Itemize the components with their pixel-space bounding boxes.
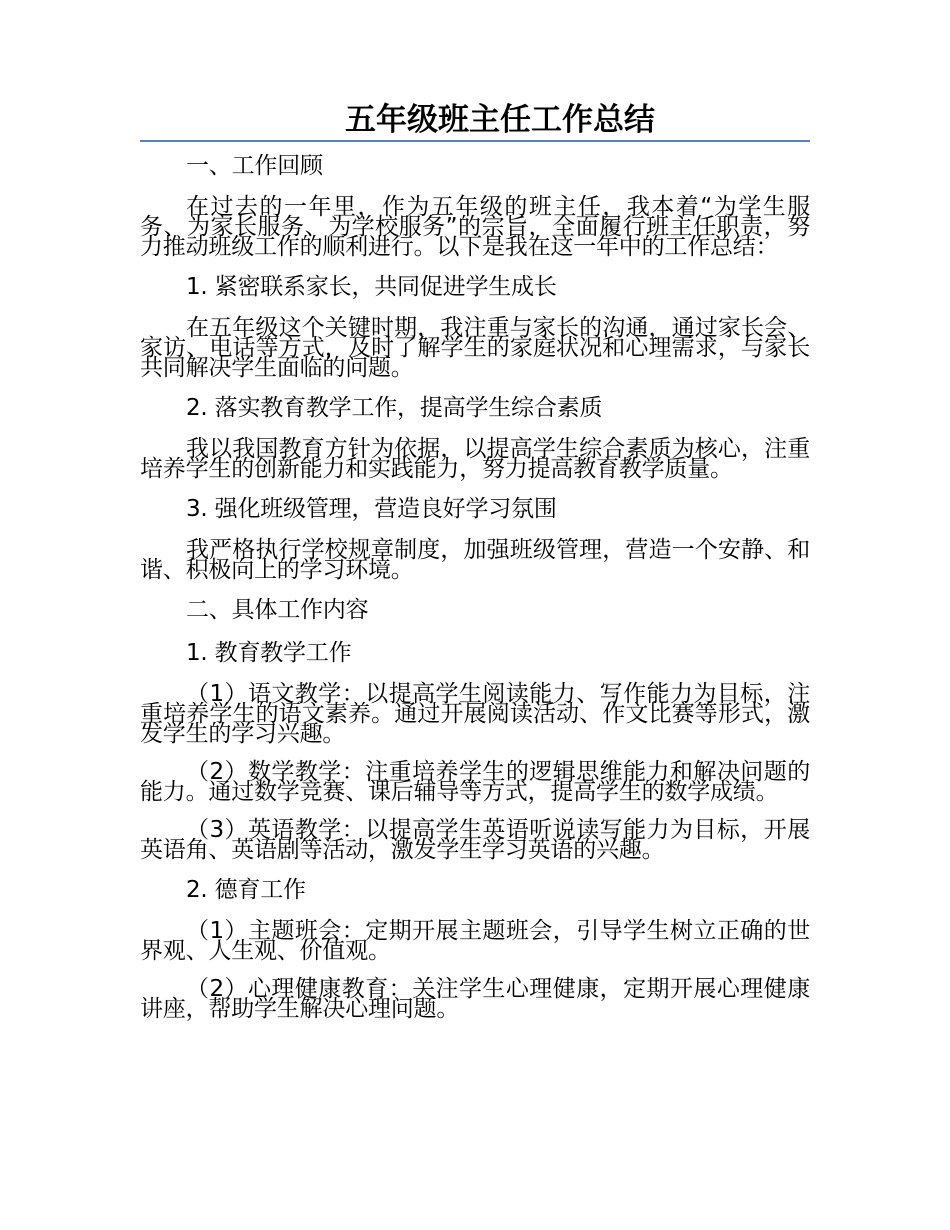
subsection-heading: 1. 教育教学工作 [186,640,352,666]
title-underline [140,140,810,142]
body-paragraph: （1）主题班会：定期开展主题班会，引导学生树立正确的世界观、人生观、价值观。 [140,918,810,964]
document-body [140,153,810,1022]
document-page [140,100,810,1037]
body-paragraph: 在过去的一年里，作为五年级的班主任，我本着“为学生服务、为家长服务、为学校服务”的宗旨，全面履行班主任职责，努力推动班级工作的顺利进行。以下是我在这一年中的工作总结： [140,194,810,260]
section-heading: 一、工作回顾 [186,153,323,179]
subsection-heading: 2. 德育工作 [186,877,306,903]
document-title: 五年级班主任工作总结 [345,102,655,138]
body-paragraph: （2）数学教学：注重培养学生的逻辑思维能力和解决问题的能力。通过数学竞赛、课后辅导等方式，提高学生的数学成绩。 [140,759,810,805]
subsection-heading: 3. 强化班级管理，营造良好学习氛围 [186,496,557,522]
body-paragraph: （2）心理健康教育：关注学生心理健康，定期开展心理健康讲座，帮助学生解决心理问题。 [140,976,810,1022]
body-paragraph: （3）英语教学：以提高学生英语听说读写能力为目标，开展英语角、英语剧等活动，激发学生学习英语的兴趣。 [140,817,810,863]
body-paragraph: 我以我国教育方针为依据，以提高学生综合素质为核心，注重培养学生的创新能力和实践能力，努力提高教育教学质量。 [140,436,810,482]
body-paragraph: （1）语文教学：以提高学生阅读能力、写作能力为目标，注重培养学生的语文素养。通过开展阅读活动、作文比赛等形式，激发学生的学习兴趣。 [140,681,810,747]
body-paragraph: 在五年级这个关键时期，我注重与家长的沟通，通过家长会、家访、电话等方式，及时了解学生的家庭状况和心理需求，与家长共同解决学生面临的问题。 [140,315,810,381]
section-heading: 二、具体工作内容 [186,597,369,623]
body-paragraph: 我严格执行学校规章制度，加强班级管理，营造一个安静、和谐、积极向上的学习环境。 [140,537,810,583]
subsection-heading: 2. 落实教育教学工作，提高学生综合素质 [186,395,603,421]
subsection-heading: 1. 紧密联系家长，共同促进学生成长 [186,274,557,300]
